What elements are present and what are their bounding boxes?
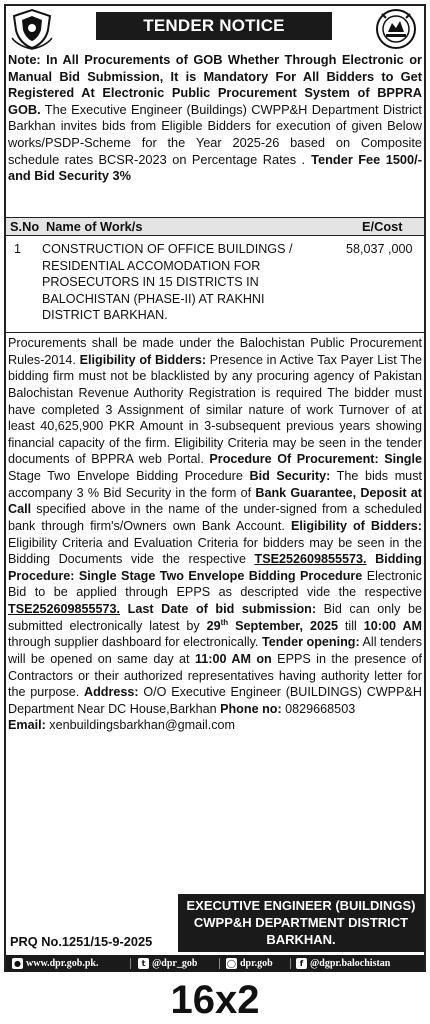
tender-notice	[4, 4, 426, 972]
bank-guarantee-label: Bank Guarantee, Deposit at Call	[8, 485, 423, 517]
eligibility-text: Presence in Active Tax Payer List The bidding firm must not be blacklisted by any procuring agency of Pakistan Balochistan Revenue Authority Registration is required The bidder must have completed 3 Assignment of similar nature of work Turnover of at least 40,625,900 PKR Amount in 3-subsequent previous years showing financial capacity of the firm. Eligibility Criteria may be seen in the tender documents of BPPRA web Portal.	[8, 352, 422, 467]
email-address: xenbuildingsbarkhan@gmail.com	[49, 718, 235, 733]
instagram-icon: ◯	[227, 959, 236, 968]
row-work-name: CONSTRUCTION OF OFFICE BUILDINGS / RESIDENTIAL ACCOMODATION FOR PROSECUTORS IN 15 DISTRICTS IN BALOCHISTAN (PHASE-II) AT RAKHNI DISTRICT BARKHAN.	[42, 242, 293, 323]
footer-twitter[interactable]: @dpr_gob	[152, 958, 198, 969]
footer-instagram[interactable]: dpr.gob	[240, 958, 273, 969]
page-title: TENDER NOTICE	[96, 12, 332, 40]
phone-label: Phone no:	[220, 701, 282, 716]
registration-note	[8, 52, 422, 185]
bidding-procedure-text: Electronic Bid to be applied through EPPS as descripted vide the respective	[8, 568, 422, 600]
phone-number: 0829668503	[285, 701, 356, 716]
globe-icon: ●	[12, 958, 23, 969]
works-table-header	[6, 217, 424, 236]
procedure-label: Procedure Of Procurement: Single	[209, 452, 422, 467]
notice-header	[6, 6, 424, 52]
signature-line-1: EXECUTIVE ENGINEER (BUILDINGS)	[186, 898, 416, 913]
twitter-icon: t	[138, 958, 149, 969]
opening-time: 11:00 AM on	[194, 651, 272, 666]
column-header-cost: E/Cost	[362, 219, 403, 234]
table-row	[6, 237, 424, 333]
tender-opening-label: Tender opening:	[261, 635, 360, 650]
row-estimated-cost: 58,037 ,000	[346, 242, 413, 256]
tse-reference-1: TSE252609855573.	[254, 552, 367, 567]
tender-fee: Tender Fee 1500/-and Bid Security 3%	[8, 151, 422, 184]
facebook-icon: f	[296, 958, 307, 969]
column-header-name: Name of Work/s	[46, 219, 143, 234]
bid-security-label: Bid Security:	[249, 469, 331, 483]
eligibility-label: Eligibility of Bidders:	[79, 352, 207, 367]
signature-line-3: BARKHAN.	[266, 932, 336, 947]
deadline-time: 10:00 AM	[363, 618, 423, 633]
last-date-suffix: th	[220, 617, 229, 627]
tender-terms	[8, 335, 422, 734]
last-date-day: 29	[206, 618, 221, 633]
email-label: Email:	[8, 718, 46, 733]
tse-reference-2: TSE252609855573.	[8, 602, 121, 616]
terms-rules: Procurements shall be made under the Balochistan Public Procurement Rules-2014.	[8, 336, 422, 367]
note-bold: Note: In All Procurements of GOB Whether Through Electronic or Manual Bid Submission, It is Mandatory For All Bidders to Get Registered At Electronic Public Procurement System of BPPRA GOB.	[8, 52, 422, 117]
bidding-procedure-label: Bidding Procedure: Single Stage Two Envelope Bidding Procedure	[8, 552, 422, 583]
opening-text: EPPS in the presence of Contractors or their authorized representatives having authority letter for the purpose.	[8, 651, 422, 700]
bank-guarantee-text: specified above in the name of the under-signed from a scheduled bank through firm's/Owners own Bank Account.	[8, 502, 422, 533]
balochistan-seal-icon	[372, 8, 420, 50]
note-text: The Executive Engineer (Buildings) CWPP&H Department District Barkhan invites bids from Eligible Bidders for execution of given Below works/PSDP-Scheme for the Year 2025-26 based on Composite schedule rates BCSR-2023 on Percentage Rates .	[8, 101, 422, 167]
deadline-text: through supplier dashboard for electronically.	[8, 635, 259, 650]
footer-bar	[6, 955, 424, 972]
prq-number: PRQ No.1251/15-9-2025	[10, 934, 153, 949]
last-date-text: Bid can only be submitted electronically latest by	[8, 602, 422, 633]
footer-facebook[interactable]: @dgpr.balochistan	[310, 958, 391, 969]
till-text: till	[337, 618, 357, 633]
address-text: O/O Executive Engineer (BUILDINGS) CWPP&H Department Near DC House,Barkhan	[8, 685, 422, 716]
footer-website[interactable]: www.dpr.gob.pk.	[26, 958, 99, 969]
last-date-month-year: September, 2025	[235, 618, 338, 633]
last-date-label: Last Date of bid submission:	[127, 602, 317, 616]
tender-opening-text: All tenders will be opened on same day at	[8, 635, 423, 666]
bid-security-text: The bids must accompany 3 % Bid Security in the form of	[8, 469, 422, 500]
procedure-text: Stage Two Envelope Bidding Procedure	[8, 469, 243, 483]
eligibility-label-2: Eligibility of Bidders:	[290, 518, 422, 533]
government-emblem-icon	[8, 8, 56, 50]
ad-size-label: 16x2	[170, 978, 260, 1022]
eligibility-text-2: Eligibility Criteria and Evaluation Criteria for bidders may be seen in the Bidding Documents vide the respective	[8, 535, 422, 567]
column-header-sno: S.No	[10, 219, 40, 234]
row-sno: 1	[14, 242, 22, 256]
signature-block	[178, 894, 424, 952]
address-label: Address:	[84, 685, 139, 700]
signature-line-2: CWPP&H DEPARTMENT DISTRICT	[193, 915, 409, 930]
